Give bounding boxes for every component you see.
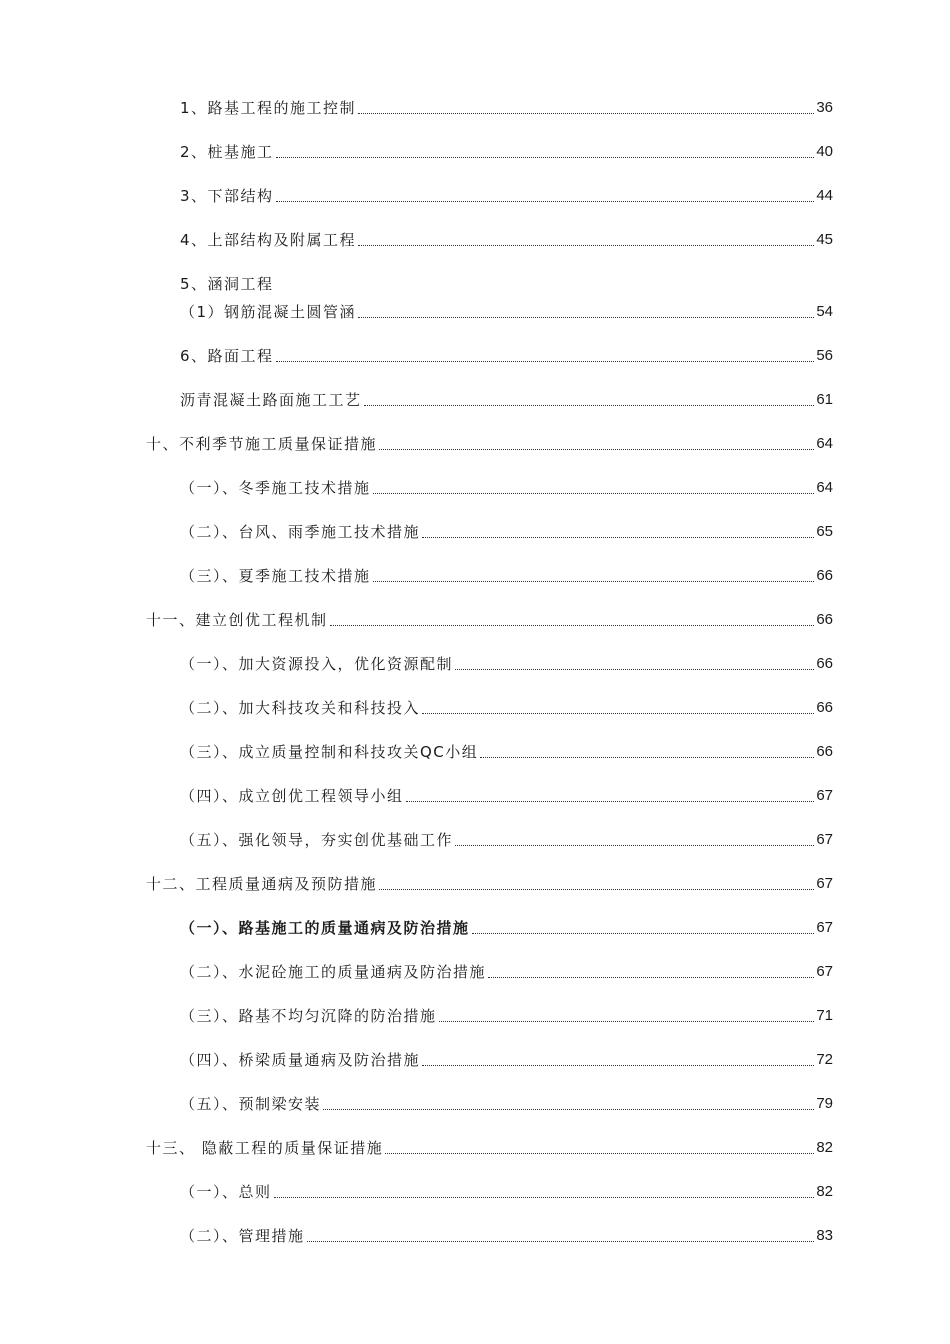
toc-entry-label: 4、上部结构及附属工程 [180, 231, 357, 249]
toc-entry-page-number: 36 [816, 99, 833, 116]
toc-entry[interactable] [180, 692, 833, 718]
toc-entry[interactable] [180, 956, 833, 982]
toc-entry-page-number: 66 [816, 655, 833, 672]
toc-entry[interactable] [146, 868, 833, 894]
toc-leader-dots [422, 1064, 814, 1066]
toc-entry-label: 十、不利季节施工质量保证措施 [146, 435, 378, 453]
toc-leader-dots [364, 404, 815, 406]
toc-leader-dots [385, 1152, 814, 1154]
toc-leader-dots [422, 712, 814, 714]
toc-entry-label: （二）、台风、雨季施工技术措施 [180, 523, 421, 541]
toc-entry[interactable] [180, 648, 833, 674]
toc-leader-dots [373, 580, 815, 582]
toc-entry-label: （五）、预制梁安装 [180, 1095, 322, 1113]
toc-entry-label: （一）、加大资源投入，优化资源配制 [180, 655, 454, 673]
toc-entry-page-number: 71 [816, 1007, 833, 1024]
toc-entry-label: （一）、冬季施工技术措施 [180, 479, 371, 497]
toc-entry-label: （三）、夏季施工技术措施 [180, 567, 371, 585]
toc-entry[interactable] [180, 472, 833, 498]
toc-entry[interactable] [180, 1000, 833, 1026]
toc-entry-page-number: 82 [816, 1183, 833, 1200]
toc-entry[interactable] [180, 1176, 833, 1202]
toc-leader-dots [276, 156, 815, 158]
toc-entry-page-number: 67 [816, 875, 833, 892]
toc-entry[interactable] [180, 1088, 833, 1114]
toc-entry-label: （四）、桥梁质量通病及防治措施 [180, 1051, 421, 1069]
toc-leader-dots [330, 624, 815, 626]
toc-leader-dots [379, 448, 814, 450]
toc-entry[interactable] [146, 1132, 833, 1158]
toc-leader-dots [358, 112, 814, 114]
toc-entry[interactable] [180, 1220, 833, 1246]
toc-entry-label: （二）、水泥砼施工的质量通病及防治措施 [180, 963, 487, 981]
toc-leader-dots [455, 844, 814, 846]
toc-entry-page-number: 67 [816, 831, 833, 848]
toc-entry-page-number: 64 [816, 435, 833, 452]
toc-leader-dots [422, 536, 814, 538]
toc-entry-page-number: 66 [816, 611, 833, 628]
toc-leader-dots [307, 1240, 815, 1242]
toc-leader-dots [455, 668, 814, 670]
toc-entry-page-number: 83 [816, 1227, 833, 1244]
toc-leader-dots [323, 1108, 814, 1110]
toc-leader-dots [276, 360, 815, 362]
toc-entry-page-number: 40 [816, 143, 833, 160]
toc-entry[interactable] [180, 92, 833, 118]
toc-entry-page-number: 79 [816, 1095, 833, 1112]
toc-entry[interactable] [180, 136, 833, 162]
toc-entry-label: 3、下部结构 [180, 187, 274, 205]
toc-entry-page-number: 56 [816, 347, 833, 364]
toc-entry-page-number: 45 [816, 231, 833, 248]
toc-entry-label: （四）、成立创优工程领导小组 [180, 787, 404, 805]
toc-entry[interactable] [180, 560, 833, 586]
toc-entry-label: 十一、建立创优工程机制 [146, 611, 328, 629]
toc-entry-page-number: 72 [816, 1051, 833, 1068]
toc-entry-label: 2、桩基施工 [180, 143, 274, 161]
toc-leader-dots [358, 244, 814, 246]
toc-entry-label: （一）、总则 [180, 1183, 272, 1201]
toc-entry-label: （二）、加大科技攻关和科技投入 [180, 699, 421, 717]
toc-entry-label: 1、路基工程的施工控制 [180, 99, 357, 117]
toc-entry[interactable] [180, 268, 833, 294]
toc-entry[interactable] [180, 780, 833, 806]
toc-entry-label: （1）钢筋混凝土圆管涵 [180, 303, 357, 321]
toc-leader-dots [373, 492, 815, 494]
toc-entry-label: （三）、路基不均匀沉降的防治措施 [180, 1007, 437, 1025]
toc-leader-dots [358, 316, 814, 318]
toc-entry-page-number: 67 [816, 787, 833, 804]
toc-entry-page-number: 82 [816, 1139, 833, 1156]
toc-entry[interactable] [180, 824, 833, 850]
toc-entry-page-number: 44 [816, 187, 833, 204]
toc-leader-dots [480, 756, 814, 758]
toc-leader-dots [439, 1020, 815, 1022]
toc-entry-label: 6、路面工程 [180, 347, 274, 365]
toc-entry-label: 十三、 隐蔽工程的质量保证措施 [146, 1139, 384, 1157]
toc-leader-dots [488, 976, 814, 978]
toc-entry-label: （一）、路基施工的质量通病及防治措施 [180, 919, 470, 937]
toc-entry-page-number: 66 [816, 567, 833, 584]
toc-entry-page-number: 66 [816, 699, 833, 716]
toc-entry[interactable] [146, 604, 833, 630]
toc-entry-page-number: 66 [816, 743, 833, 760]
toc-entry[interactable] [180, 516, 833, 542]
toc-entry-label: 5、涵洞工程 [180, 275, 274, 293]
toc-entry-page-number: 67 [816, 963, 833, 980]
toc-entry[interactable] [180, 180, 833, 206]
toc-entry-label: （二）、管理措施 [180, 1227, 305, 1245]
toc-leader-dots [472, 932, 815, 934]
toc-entry-label: （三）、成立质量控制和科技攻关QC小组 [180, 743, 479, 761]
toc-entry-page-number: 64 [816, 479, 833, 496]
toc-entry-page-number: 67 [816, 919, 833, 936]
toc-entry-page-number: 65 [816, 523, 833, 540]
toc-entry[interactable] [180, 224, 833, 250]
toc-entry[interactable] [180, 340, 833, 366]
toc-entry[interactable] [180, 1044, 833, 1070]
toc-entry-page-number: 54 [816, 303, 833, 320]
toc-entry[interactable] [146, 428, 833, 454]
toc-entry[interactable] [180, 912, 833, 938]
toc-entry-label: （五）、强化领导，夯实创优基础工作 [180, 831, 454, 849]
toc-entry-label: 十二、工程质量通病及预防措施 [146, 875, 378, 893]
toc-leader-dots [276, 200, 815, 202]
toc-entry-page-number: 61 [816, 391, 833, 408]
toc-entry[interactable] [180, 384, 833, 410]
toc-leader-dots [406, 800, 815, 802]
toc-leader-dots [379, 888, 814, 890]
toc-entry-label: 沥青混凝土路面施工工艺 [180, 391, 362, 409]
toc-leader-dots [274, 1196, 815, 1198]
toc-entry[interactable] [180, 296, 833, 322]
toc-entry[interactable] [180, 736, 833, 762]
